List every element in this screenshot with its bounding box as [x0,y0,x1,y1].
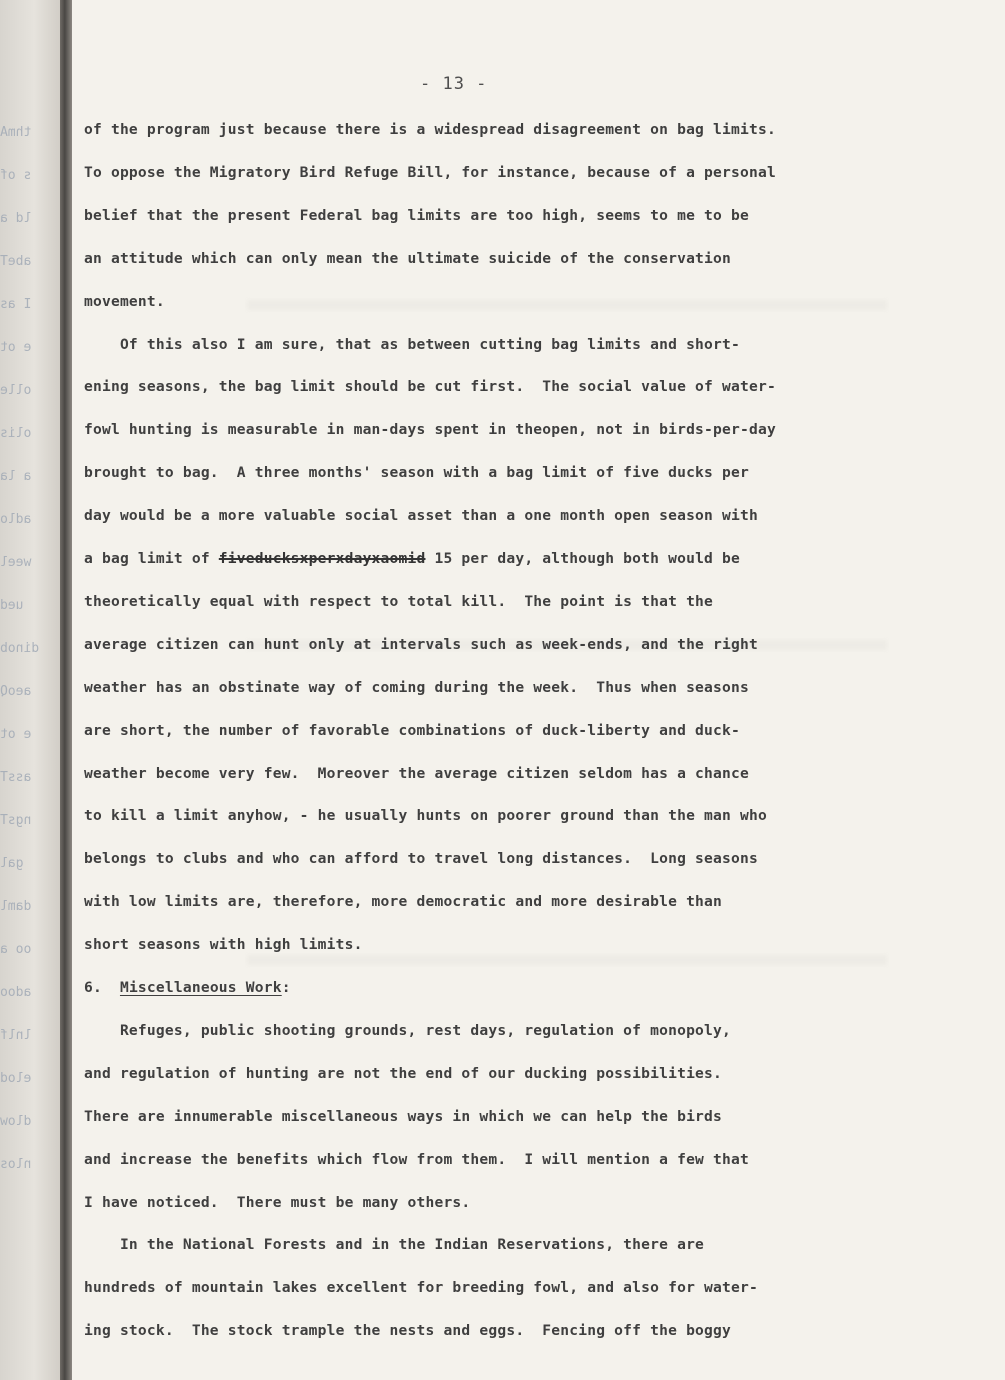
bleed-through-text: dinob [0,641,40,656]
bleed-through-text: nlos [0,1157,32,1172]
text-run: weather become very few. Moreover the average citizen seldom has a chance [84,764,749,782]
bleed-through-text: adoo [0,985,32,1000]
page-number: - 13 - [420,74,488,94]
text-line [84,979,291,996]
book-gutter [60,0,72,1380]
text-line [84,679,749,696]
text-run: Refuges, public shooting grounds, rest days, regulation of monopoly, [84,1021,732,1039]
text-line [84,1065,722,1082]
bleed-through-text: oo a [0,942,32,957]
text-line [84,1022,731,1039]
text-run: To oppose the Migratory Bird Refuge Bill, for instance, because of a personal [84,163,776,181]
bleed-through-text: ngsT [0,813,32,828]
text-run: brought to bag. A three months' season with a bag limit of five ducks per [84,464,749,482]
text-run: are short, the number of favorable combinations of duck-liberty and duck- [84,721,740,739]
text-run: short seasons with high limits. [84,936,363,954]
text-line [84,850,758,867]
text-run: weather has an obstinate way of coming during the week. Thus when seasons [84,678,749,696]
text-run: an attitude which can only mean the ultimate suicide of the conservation [84,249,732,267]
text-line [84,378,776,395]
text-line [84,765,749,782]
text-line [84,1194,470,1211]
text-run: to kill a limit anyhow, - he usually hunts on poorer ground than the man who [84,807,767,825]
text-run: movement. [84,292,165,310]
text-run: fowl hunting is measurable in man-days spent in theopen, not in birds-per-day [84,421,776,439]
text-line [84,507,758,524]
bleed-through-text: elod [0,1071,32,1086]
text-run: There are innumerable miscellaneous ways in which we can help the birds [84,1107,723,1125]
text-run: ing stock. The stock trample the nests and eggs. Fencing off the boggy [84,1322,732,1340]
bleed-through-text: ld a [0,211,32,226]
text-run: Of this also I am sure, that as between cutting bag limits and short- [84,335,740,353]
bleed-through-text: dlow [0,1114,32,1129]
bleed-through-text: olle [0,383,32,398]
ghost-show-through [247,955,887,965]
document-page [72,0,1005,1380]
bleed-through-text: adlo [0,512,32,527]
bleed-through-text: daml [0,899,32,914]
text-line [84,164,776,181]
text-run: a bag limit of [84,550,219,567]
text-run: 15 per day, although both would be [425,550,741,567]
ghost-show-through [247,300,887,310]
bleed-through-text: weel [0,555,32,570]
text-line [84,550,740,567]
text-run: hundreds of mountain lakes excellent for breeding fowl, and also for water- [84,1279,758,1297]
text-run: and regulation of hunting are not the end of our ducking possibilities. [84,1064,723,1082]
text-line [84,1108,722,1125]
bleed-through-text: aeoQ [0,684,32,699]
text-run: ening seasons, the bag limit should be cut first. The social value of water- [84,378,776,396]
text-run: I have noticed. There must be many others. [84,1193,471,1211]
bleed-through-text: e ot [0,727,32,742]
text-run: and increase the benefits which flow from them. I will mention a few that [84,1150,749,1168]
bleed-through-text: s of [0,168,32,183]
text-run: : [281,979,291,996]
text-run: In the National Forests and in the Indian Reservations, there are [84,1236,705,1254]
text-run: belief that the present Federal bag limits are too high, seems to me to be [84,206,749,224]
previous-page-edge [0,0,62,1380]
text-line [84,1236,704,1253]
bleed-through-text: e ot [0,340,32,355]
text-line [84,293,165,310]
text-line [84,250,731,267]
struck-out-text: fiveducksxperxdayxaomid [218,550,426,567]
bleed-through-text: I as [0,297,32,312]
bleed-through-text: gal [0,856,24,871]
text-run: day would be a more valuable social asset than a one month open season with [84,507,758,525]
bleed-through-text: assT [0,770,32,785]
text-line [84,722,740,739]
text-run: of the program just because there is a widespread disagreement on bag limits. [84,121,776,138]
bleed-through-text: abeT [0,254,32,269]
text-line [84,464,749,481]
bleed-through-text: lnlf [0,1028,32,1043]
text-line [84,1322,731,1339]
text-run: theoretically equal with respect to total kill. The point is that the [84,592,714,610]
bleed-through-text: thmA [0,125,32,140]
text-run: belongs to clubs and who can afford to travel long distances. Long seasons [84,850,758,868]
text-line [84,207,749,224]
text-run: with low limits are, therefore, more democratic and more desirable than [84,893,723,911]
text-line [84,421,776,438]
text-line [84,936,363,953]
text-line [84,593,713,610]
section-heading: Miscellaneous Work [119,979,282,996]
text-line [84,336,740,353]
bleed-through-text: a la [0,469,32,484]
bleed-through-text: ued [0,598,24,613]
text-line [84,1151,749,1168]
bleed-through-text: olis [0,426,32,441]
text-line [84,893,722,910]
text-run: average citizen can hunt only at intervals such as week-ends, and the right [84,635,758,653]
text-run: 6. [84,979,120,996]
text-line [84,1279,758,1296]
text-line [84,636,758,653]
text-line [84,121,776,138]
text-line [84,807,767,824]
